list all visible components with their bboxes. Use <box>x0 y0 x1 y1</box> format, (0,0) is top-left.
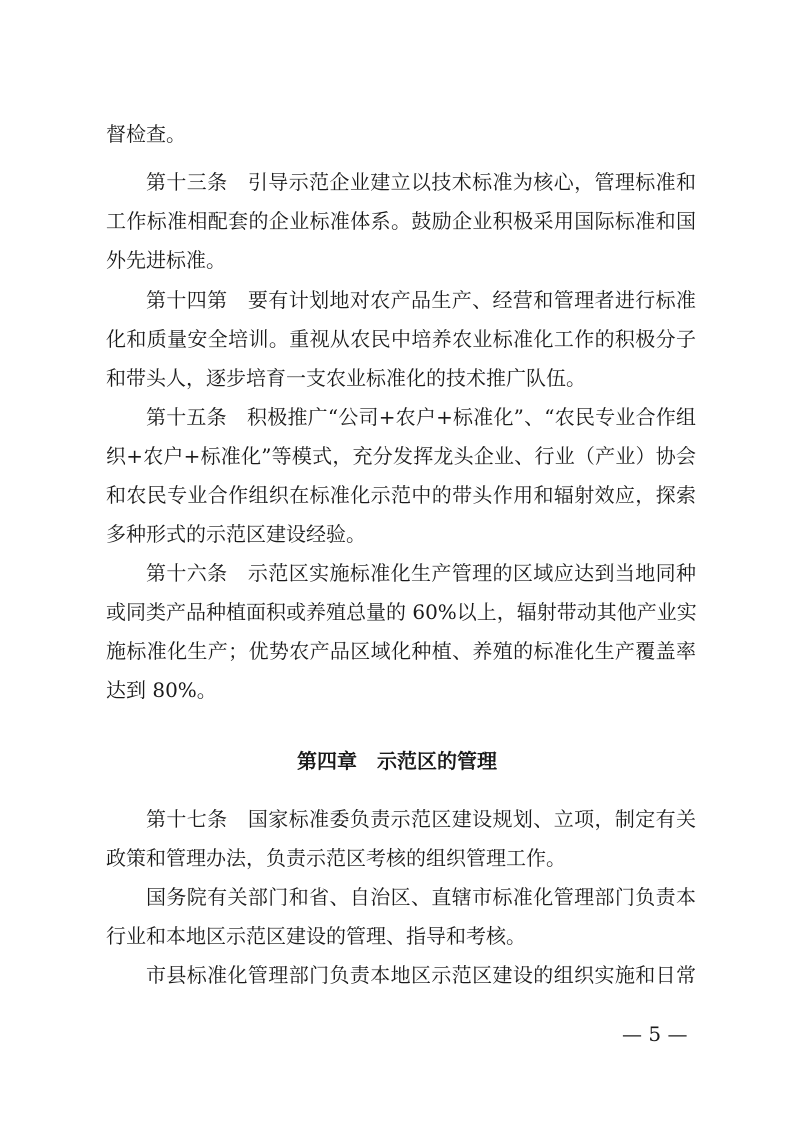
text-line: 化和质量安全培训。重视从农民中培养农业标准化工作的积极分子 <box>106 327 696 351</box>
text-line: 第十三条 引导示范企业建立以技术标准为核心，管理标准和 <box>146 170 696 194</box>
text-line: 国务院有关部门和省、自治区、直辖市标准化管理部门负责本 <box>146 885 696 909</box>
text-line: 第十六条 示范区实施标准化生产管理的区域应达到当地同种 <box>146 561 696 585</box>
text-line: 督检查。 <box>106 122 186 146</box>
text-line: 和带头人，逐步培育一支农业标准化的技术推广队伍。 <box>106 366 586 390</box>
text-line: 工作标准相配套的企业标准体系。鼓励企业积极采用国际标准和国 <box>106 209 696 233</box>
text-line: 政策和管理办法，负责示范区考核的组织管理工作。 <box>106 846 566 870</box>
text-line: 市县标准化管理部门负责本地区示范区建设的组织实施和日常 <box>146 963 696 987</box>
text-line: 第十四第 要有计划地对农产品生产、经营和管理者进行标准 <box>146 288 696 312</box>
text-line: 第十七条 国家标准委负责示范区建设规划、立项，制定有关 <box>146 807 696 831</box>
text-line: 施标准化生产；优势农产品区域化种植、养殖的标准化生产覆盖率 <box>106 639 696 663</box>
text-line: 行业和本地区示范区建设的管理、指导和考核。 <box>106 924 526 948</box>
text-line: 多种形式的示范区建设经验。 <box>106 522 366 546</box>
text-line: 或同类产品种植面积或养殖总量的 60%以上，辐射带动其他产业实 <box>106 600 697 624</box>
text-line: 和农民专业合作组织在标准化示范中的带头作用和辐射效应，探索 <box>106 483 696 507</box>
chapter-heading: 第四章 示范区的管理 <box>297 749 497 773</box>
text-line: 织+农户+标准化”等模式，充分发挥龙头企业、行业（产业）协会 <box>106 444 696 468</box>
text-line: 外先进标准。 <box>106 248 226 272</box>
text-line: 达到 80%。 <box>106 678 217 702</box>
page-number: — 5 — <box>622 1022 688 1046</box>
text-line: 第十五条 积极推广“公司+农户+标准化”、“农民专业合作组 <box>146 405 696 429</box>
